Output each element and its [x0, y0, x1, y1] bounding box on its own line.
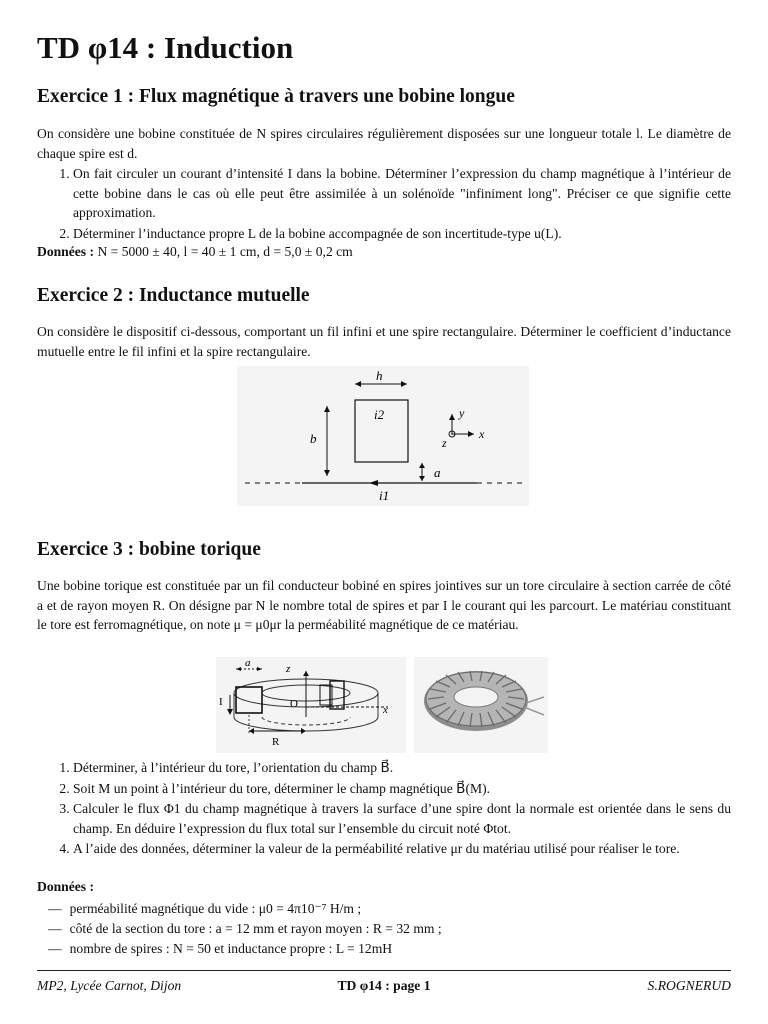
exercise-3-data-item: — nombre de spires : N = 50 et inductance propre : L = 12mH — [48, 941, 393, 956]
label-R: R — [272, 736, 280, 748]
exercise-3-data-item: — perméabilité magnétique du vide : μ0 = 4π10⁻⁷ H/m ; — [48, 901, 362, 916]
exercise-1-data-values: N = 5000 ± 40, l = 40 ± 1 cm, d = 5,0 ± 0,2 cm — [97, 244, 353, 259]
exercise-3-data-item: — côté de la section du tore : a = 12 mm et rayon moyen : R = 32 mm ; — [48, 921, 442, 936]
exercise-3-question-1: 1. Déterminer, à l’intérieur du tore, l’orientation du champ B⃗. — [73, 758, 731, 778]
exercise-2-intro: On considère le dispositif ci-dessous, comportant un fil infini et une spire rectangulaire. Déterminer le coefficient d’inductance mutuelle entre le fil infini et la spire rectangulaire. — [37, 324, 731, 359]
label-h: h — [376, 368, 383, 383]
exercise-1-question-2: 2. Déterminer l’inductance propre L de la bobine accompagnée de son incertitude-type u(L). — [73, 224, 731, 244]
exercise-1-heading: Exercice 1 : Flux magnétique à travers une bobine longue — [37, 86, 515, 107]
footer-left: MP2, Lycée Carnot, Dijon — [37, 978, 182, 993]
label-z-torus: z — [286, 663, 291, 675]
label-I: I — [219, 696, 223, 708]
exercise-3-question-4: 4. A l’aide des données, déterminer la valeur de la perméabilité relative μr du matériau utilisé pour réaliser le tore. — [73, 839, 731, 859]
exercise-1-data — [37, 242, 731, 262]
label-a: a — [434, 465, 441, 480]
page-title: TD φ14 : Induction — [37, 30, 294, 65]
label-b: b — [310, 431, 317, 446]
label-z: z — [442, 436, 447, 450]
label-i1: i1 — [379, 488, 390, 503]
footer-center: TD φ14 : page 1 — [337, 978, 431, 993]
exercise-1-data-label: Données : — [37, 244, 95, 259]
footer-right: S.ROGNERUD — [647, 978, 731, 993]
toroidal-coil-photo — [414, 657, 548, 753]
data-item-text: perméabilité magnétique du vide : μ0 = 4π10⁻⁷ H/m ; — [69, 901, 362, 916]
exercise-3-data-label: Données : — [37, 879, 95, 894]
exercise-1-questions — [37, 164, 731, 244]
data-item-text: nombre de spires : N = 50 et inductance propre : L = 12mH — [69, 941, 393, 956]
exercise-3-questions — [37, 758, 731, 860]
exercise-1-intro: On considère une bobine constituée de N spires circulaires régulièrement disposées sur une longueur totale l. Le diamètre de chaque spire est d. — [37, 126, 731, 161]
exercise-3-question-2: 2. Soit M un point à l’intérieur du tore, déterminer le champ magnétique B⃗(M). — [73, 779, 731, 799]
exercise-3-question-3: 3. Calculer le flux Φ1 du champ magnétique à travers la surface d’une spire dont la normale est orientée dans le sens du champ. En déduire l’expression du flux total sur l’ensemble du circuit noté Φtot. — [73, 799, 731, 838]
mutual-inductance-figure — [237, 366, 529, 506]
label-x-torus: x — [383, 704, 388, 716]
exercise-1-question-1: 1. On fait circuler un courant d’intensité I dans la bobine. Déterminer l’expression du champ magnétique à l’intérieur de cette bobine dans le cas où elle peut être assimilée à un solénoïde "infiniment long". Préciser ce que signifie cette approximation. — [73, 164, 731, 223]
footer-divider — [37, 970, 731, 971]
exercise-3-intro: Une bobine torique est constituée par un fil conducteur bobiné en spires jointives sur un tore circulaire à section carrée de côté a et de rayon moyen R. On désigne par N le nombre total de spires et par I le courant qui les parcourt. Le matériau constituant le tore est ferromagnétique, on note μ = μ0μr la perméabilité magnétique de ce matériau. — [37, 578, 731, 632]
data-item-text: côté de la section du tore : a = 12 mm et rayon moyen : R = 32 mm ; — [69, 921, 442, 936]
label-x: x — [479, 427, 485, 441]
label-O: O — [290, 698, 298, 710]
label-y: y — [459, 406, 465, 420]
exercise-2-heading: Exercice 2 : Inductance mutuelle — [37, 285, 310, 306]
label-a-torus: a — [245, 657, 251, 669]
label-i2: i2 — [374, 407, 385, 422]
exercise-3-heading: Exercice 3 : bobine torique — [37, 539, 261, 560]
torus-schematic-figure — [216, 657, 406, 753]
